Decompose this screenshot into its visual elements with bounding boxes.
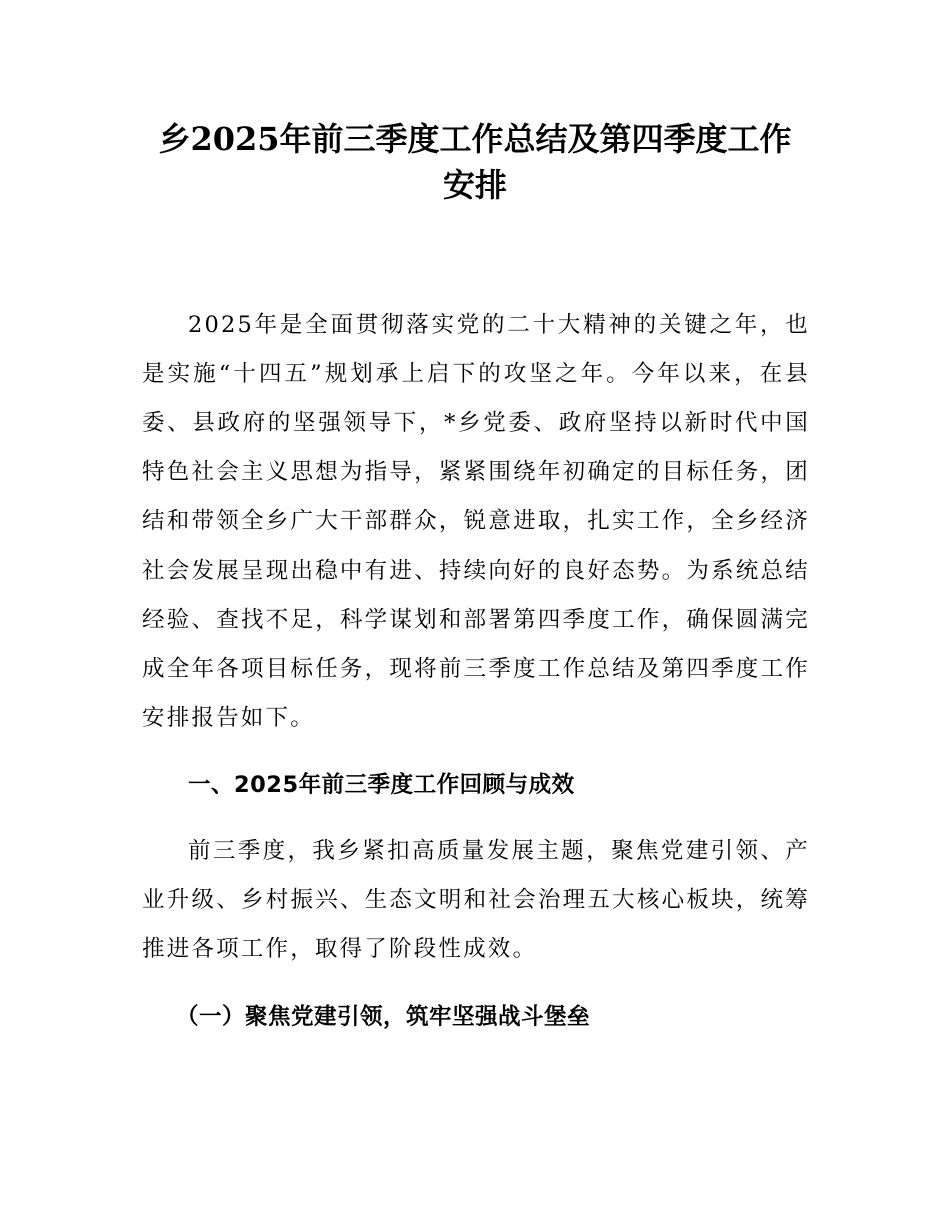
paragraph-line: 经验、查找不足，科学谋划和部署第四季度工作，确保圆满完 xyxy=(142,607,810,633)
paragraph-line: 业升级、乡村振兴、生态文明和社会治理五大核心板块，统筹 xyxy=(142,887,810,913)
paragraph-line: 是实施“十四五”规划承上启下的攻坚之年。今年以来，在县 xyxy=(142,361,810,387)
paragraph-line: 2025年是全面贯彻落实党的二十大精神的关键之年，也 xyxy=(188,312,810,338)
paragraph-line: 前三季度，我乡紧扣高质量发展主题，聚焦党建引领、产 xyxy=(188,838,810,864)
paragraph-line: 社会发展呈现出稳中有进、持续向好的良好态势。为系统总结 xyxy=(142,558,810,584)
paragraph-line: 结和带领全乡广大干部群众，锐意进取，扎实工作，全乡经济 xyxy=(142,508,810,534)
document-title-line-2: 安排 xyxy=(442,166,507,204)
section-heading-1: 一、2025年前三季度工作回顾与成效 xyxy=(188,772,575,798)
paragraph-line: 特色社会主义思想为指导，紧紧围绕年初确定的目标任务，团 xyxy=(142,459,810,485)
paragraph-line: 推进各项工作，取得了阶段性成效。 xyxy=(142,936,538,962)
paragraph-line: 委、县政府的坚强领导下，*乡党委、政府坚持以新时代中国 xyxy=(142,410,810,436)
paragraph-line: 安排报告如下。 xyxy=(142,705,315,731)
subsection-heading-1: （一）聚焦党建引领，筑牢坚强战斗堡垒 xyxy=(176,1004,591,1030)
paragraph-line: 成全年各项目标任务，现将前三季度工作总结及第四季度工作 xyxy=(142,656,810,682)
document-title-line-1: 乡2025年前三季度工作总结及第四季度工作 xyxy=(158,120,792,158)
